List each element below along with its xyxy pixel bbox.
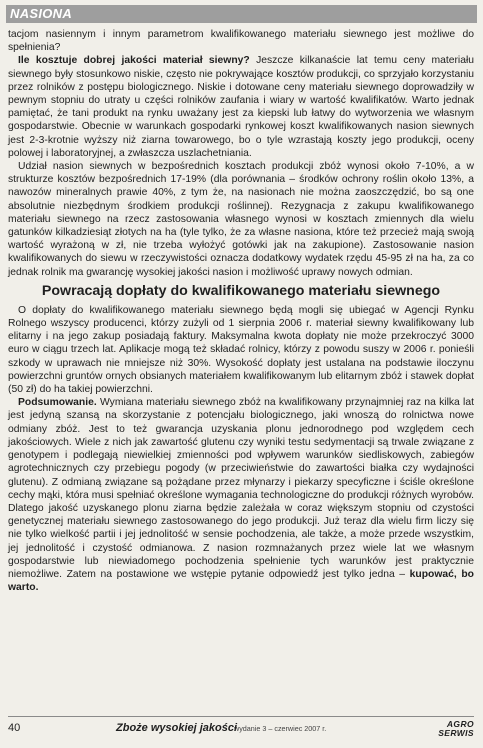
paragraph-summary bbox=[8, 396, 474, 594]
paragraph-subsidy: O dopłaty do kwalifikowanego materiału siewnego będą mogli się ubiegać w Agencji Rynku Rolnego wszyscy producenci, którzy zużyli od 1 sierpnia 2006 r. materiał siewny kwalifikowany lub elitarny i na jego zakup posiadają faktury. Maksymalna kwota dopłaty nie może przekroczyć 3000 euro w ciągu trzech lat. Aplikacje mogą też składać rolnicy, którzy z powodu suszy w 2006 r. ponieśli szkody w uprawach nie mniejsze niż 30%. Wysokość dopłaty jest ustalana na podstawie iloczynu powierzchni gruntów ornych obsianych materiałem kwalifikowanym lub elitarnym zbóż i stawek dopłat (50 zł) do ha takiej powierzchni. bbox=[8, 304, 474, 396]
page-number: 40 bbox=[8, 722, 21, 734]
section-heading: Powracają dopłaty do kwalifikowanego materiału siewnego bbox=[41, 282, 441, 299]
journal-title: Zboże wysokiej jakości bbox=[116, 722, 238, 734]
section-header-bar bbox=[6, 5, 477, 23]
paragraph-summary-lead: Podsumowanie. bbox=[18, 397, 97, 409]
paragraph-summary-conclusion: kupować, bo warto. bbox=[8, 568, 474, 594]
footer-divider bbox=[8, 716, 474, 717]
section-label: NASIONA bbox=[10, 6, 73, 21]
article-body bbox=[8, 28, 474, 594]
logo-line-serwis: SERWIS bbox=[438, 728, 474, 738]
paragraph-cost-body: Jeszcze kilkanaście lat temu ceny materiału siewnego były stosunkowo niskie, często nie pokrywające kosztów produkcji, co sprzyjało korzystaniu przez rolników z postępu biologicznego. Niskie i dotowane ceny materiału siewnego doprowadziły w pewnym stopniu do utraty u części rolników zaufania i wiary w wartość kwalifikatów. Warto jednak pamiętać, że tani produkt na rynku uważany jest za kiepski lub łatwy do wytworzenia we własnym gospodarstwie. Obecnie w warunkach gospodarki rynkowej koszt kwalifikowanych nasion siewnych jest 2-3-krotnie wyższy niż ziarna towarowego, bo o tyle wzrastają koszty jego produkcji, oceny polowej i laboratoryjnej, a zwłaszcza uszlachetniania. bbox=[8, 55, 474, 159]
page-footer bbox=[8, 720, 474, 744]
paragraph-summary-body: Wymiana materiału siewnego zbóż na kwalifikowany przynajmniej raz na kilka lat jest jedyną szansą na skorzystanie z potencjału biologicznego, jaki wnoszą do rolnictwa nowe odmiany zbóż. Jest to też gwarancja uzyskania plonu jednorodnego pod względem cech jakościowych. Wiele z nich jak zawartość glutenu czy wyniki testu sedymentacji są trwale związane z genotypem i podlegają niewielkiej zmienności pod wpływem warunków siedliskowych, zabiegów agrotechnicznych czy przebiegu pogody (w przeciwieństwie do zawartości białka czy wydajności glutenu). Z odmianą związane są pożądane przez młynarzy i piekarzy specyficzne i ściśle określone cechy mąki, która musi spełniać określone wymagania technologiczne do produkcji różnych wyrobów. Dlatego jakość uzyskanego plonu ziarna będzie zależała w coraz większym stopniu od czystości genetycznej materiału siewnego zastosowanego do jego produkcji. Już teraz dla wielu firm liczy się nie tylko wielkość partii i jej jednolitość w sensie pochodzenia, ale także, a może przede wszystkim, jej jednolitość i czystość odmianowa. Z nasion rozmnażanych przez wiele lat we własnym gospodarstwie lub niewiadomego pochodzenia spełnienie tych warunków jest praktycznie niemożliwe. Zatem na postawione we wstępie pytanie odpowiedź jest tylko jedna – bbox=[8, 397, 474, 580]
agro-serwis-logo bbox=[414, 720, 474, 738]
paragraph-cost bbox=[8, 54, 474, 160]
issue-info: wydanie 3 – czerwiec 2007 r. bbox=[234, 724, 327, 733]
paragraph-share: Udział nasion siewnych w bezpośrednich kosztach produkcji zbóż wynosi około 7-10%, a w strukturze kosztów bezpośrednich 17-19% (dla porównania – środków ochrony roślin około 13%, a nawozów mineralnych prawie 40%, z tym że, na nasionach nie można zaoszczędzić, bo są one absolutnie niezbędnym środkiem produkcji roślinnej). Rezygnacja z zakupu kwalifikowanego materiału siewnego na rzecz zastosowania własnego wynosi w kosztach zmiennych dla wielu gatunków kilkadziesiąt złotych na ha (tyle tylko, że za własne nasiona, które też przecież mają swoją wartość wyrażoną w zł, nie trzeba wyłożyć gotówki jak na zakupione). Zastosowanie nasion kwalifikowanych do siewu w rzeczywistości oznacza dodatkowy wydatek rzędu 45-95 zł na ha, za co jednak rolnik ma gwarancję wysokiej jakości nasion i możliwość uprawy nowych odmian. bbox=[8, 161, 474, 278]
paragraph-cost-lead: Ile kosztuje dobrej jakości materiał siewny? bbox=[18, 55, 250, 67]
logo-line-agro: AGRO bbox=[446, 719, 474, 729]
paragraph-intro: tacjom nasiennym i innym parametrom kwalifikowanego materiału siewnego jest możliwe do spełnienia? bbox=[8, 29, 474, 54]
